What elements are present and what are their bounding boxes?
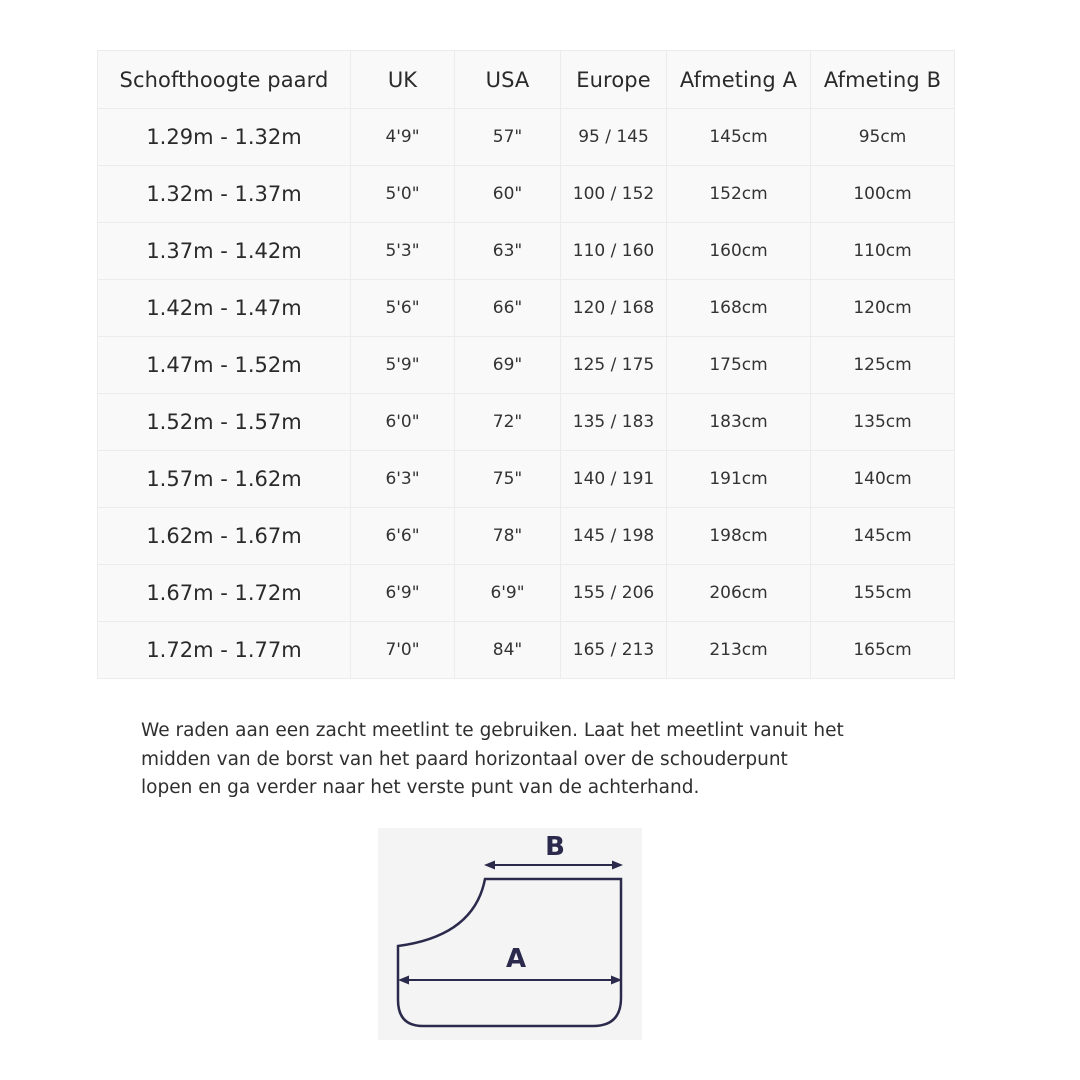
cell-europe: 135 / 183: [561, 394, 667, 451]
cell-usa: 78": [455, 508, 561, 565]
header-withers-height: Schofthoogte paard: [98, 51, 351, 109]
cell-measurement-a: 191cm: [667, 451, 811, 508]
cell-withers-height: 1.37m - 1.42m: [98, 223, 351, 280]
cell-measurement-b: 100cm: [811, 166, 955, 223]
cell-usa: 84": [455, 622, 561, 679]
table-row: [98, 394, 955, 451]
cell-measurement-b: 110cm: [811, 223, 955, 280]
cell-usa: 63": [455, 223, 561, 280]
cell-uk: 5'6": [351, 280, 455, 337]
cell-withers-height: 1.42m - 1.47m: [98, 280, 351, 337]
instruction-line: midden van de borst van het paard horizontaal over de schouderpunt: [141, 748, 788, 770]
cell-measurement-b: 140cm: [811, 451, 955, 508]
cell-measurement-b: 135cm: [811, 394, 955, 451]
table-row: [98, 565, 955, 622]
table-row: [98, 223, 955, 280]
cell-europe: 125 / 175: [561, 337, 667, 394]
cell-uk: 5'9": [351, 337, 455, 394]
cell-europe: 145 / 198: [561, 508, 667, 565]
cell-measurement-b: 125cm: [811, 337, 955, 394]
cell-europe: 110 / 160: [561, 223, 667, 280]
cell-measurement-a: 168cm: [667, 280, 811, 337]
cell-uk: 6'0": [351, 394, 455, 451]
cell-withers-height: 1.52m - 1.57m: [98, 394, 351, 451]
instruction-line: lopen en ga verder naar het verste punt van de achterhand.: [141, 777, 700, 798]
cell-measurement-a: 198cm: [667, 508, 811, 565]
header-uk: UK: [351, 51, 455, 109]
table-row: [98, 166, 955, 223]
cell-measurement-a: 175cm: [667, 337, 811, 394]
cell-uk: 7'0": [351, 622, 455, 679]
cell-uk: 5'3": [351, 223, 455, 280]
measuring-instructions: [141, 717, 941, 803]
blanket-diagram-svg: [378, 828, 642, 1040]
cell-withers-height: 1.47m - 1.52m: [98, 337, 351, 394]
table-row: [98, 451, 955, 508]
instruction-line: We raden aan een zacht meetlint te gebruiken. Laat het meetlint vanuit het: [141, 720, 844, 741]
cell-withers-height: 1.32m - 1.37m: [98, 166, 351, 223]
header-europe: Europe: [561, 51, 667, 109]
table-row: [98, 508, 955, 565]
table-row: [98, 280, 955, 337]
cell-europe: 95 / 145: [561, 109, 667, 166]
header-measurement-a: Afmeting A: [667, 51, 811, 109]
cell-europe: 155 / 206: [561, 565, 667, 622]
label-a: A: [505, 944, 527, 974]
cell-measurement-b: 145cm: [811, 508, 955, 565]
cell-usa: 75": [455, 451, 561, 508]
cell-uk: 6'9": [351, 565, 455, 622]
header-usa: USA: [455, 51, 561, 109]
cell-measurement-a: 152cm: [667, 166, 811, 223]
label-b: B: [545, 832, 565, 862]
cell-uk: 5'0": [351, 166, 455, 223]
cell-measurement-b: 95cm: [811, 109, 955, 166]
cell-measurement-a: 145cm: [667, 109, 811, 166]
cell-measurement-a: 206cm: [667, 565, 811, 622]
cell-measurement-b: 155cm: [811, 565, 955, 622]
size-table: [97, 50, 955, 679]
table-body: [98, 109, 955, 679]
arrow-a: [398, 976, 622, 985]
cell-europe: 165 / 213: [561, 622, 667, 679]
header-measurement-b: Afmeting B: [811, 51, 955, 109]
cell-measurement-b: 120cm: [811, 280, 955, 337]
cell-europe: 100 / 152: [561, 166, 667, 223]
cell-europe: 140 / 191: [561, 451, 667, 508]
cell-measurement-b: 165cm: [811, 622, 955, 679]
cell-uk: 6'3": [351, 451, 455, 508]
cell-usa: 6'9": [455, 565, 561, 622]
cell-withers-height: 1.72m - 1.77m: [98, 622, 351, 679]
table-row: [98, 337, 955, 394]
measurement-diagram: [378, 828, 642, 1040]
cell-measurement-a: 160cm: [667, 223, 811, 280]
cell-uk: 6'6": [351, 508, 455, 565]
cell-usa: 69": [455, 337, 561, 394]
cell-usa: 72": [455, 394, 561, 451]
table-row: [98, 109, 955, 166]
cell-withers-height: 1.57m - 1.62m: [98, 451, 351, 508]
cell-usa: 66": [455, 280, 561, 337]
cell-europe: 120 / 168: [561, 280, 667, 337]
cell-withers-height: 1.29m - 1.32m: [98, 109, 351, 166]
table-row: [98, 622, 955, 679]
cell-withers-height: 1.67m - 1.72m: [98, 565, 351, 622]
cell-measurement-a: 213cm: [667, 622, 811, 679]
cell-usa: 60": [455, 166, 561, 223]
cell-usa: 57": [455, 109, 561, 166]
cell-measurement-a: 183cm: [667, 394, 811, 451]
cell-withers-height: 1.62m - 1.67m: [98, 508, 351, 565]
table-header-row: [98, 51, 955, 109]
cell-uk: 4'9": [351, 109, 455, 166]
